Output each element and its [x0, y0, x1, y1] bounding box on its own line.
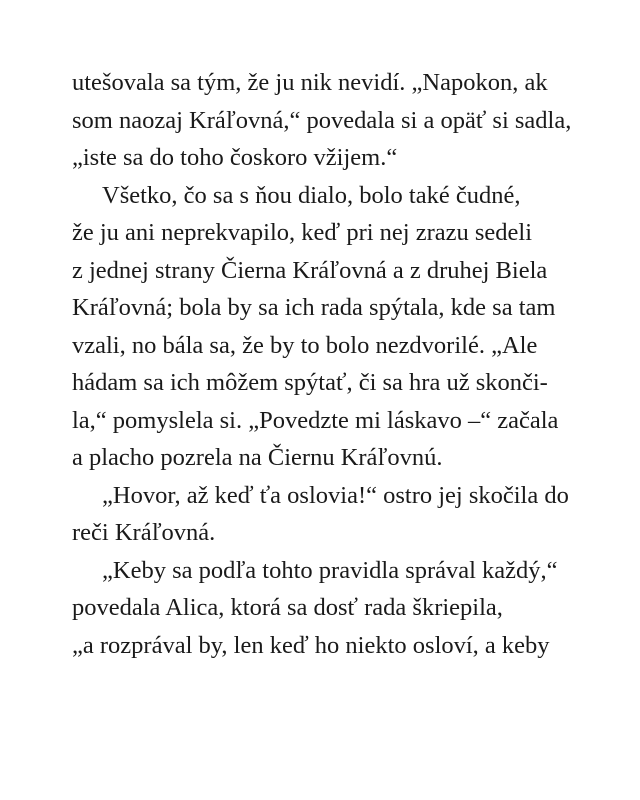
text-line: reči Kráľovná. [72, 519, 216, 546]
text-line: „Hovor, až keď ťa oslovia!“ ostro jej skočila do [102, 481, 569, 509]
text-line: vzali, no bála sa, že by to bolo nezdvorilé. „Ale [72, 331, 538, 359]
text-line: „a rozprával by, len keď ho niekto osloví, a keby [72, 631, 550, 659]
text-line: že ju ani neprekvapilo, keď pri nej zrazu sedeli [72, 219, 533, 246]
body-text [72, 64, 572, 664]
text-line: z jednej strany Čierna Kráľovná a z druhej Biela [72, 256, 548, 284]
text-line: „iste sa do toho čoskoro vžijem.“ [72, 144, 398, 171]
text-line: Všetko, čo sa s ňou dialo, bolo také čudné, [102, 181, 521, 209]
text-line: hádam sa ich môžem spýtať, či sa hra už skonči- [72, 369, 548, 396]
text-line: a placho pozrela na Čiernu Kráľovnú. [72, 444, 443, 471]
text-line: som naozaj Kráľovná,“ povedala si a opäť si sadla, [72, 106, 572, 134]
text-line: utešovala sa tým, že ju nik nevidí. „Napokon, ak [72, 69, 548, 96]
text-line: la,“ pomyslela si. „Povedzte mi láskavo –“ začala [72, 406, 559, 434]
text-line: Kráľovná; bola by sa ich rada spýtala, kde sa tam [72, 294, 556, 321]
text-line: „Keby sa podľa tohto pravidla správal každý,“ [102, 556, 558, 584]
text-line: povedala Alica, ktorá sa dosť rada škriepila, [72, 594, 503, 621]
